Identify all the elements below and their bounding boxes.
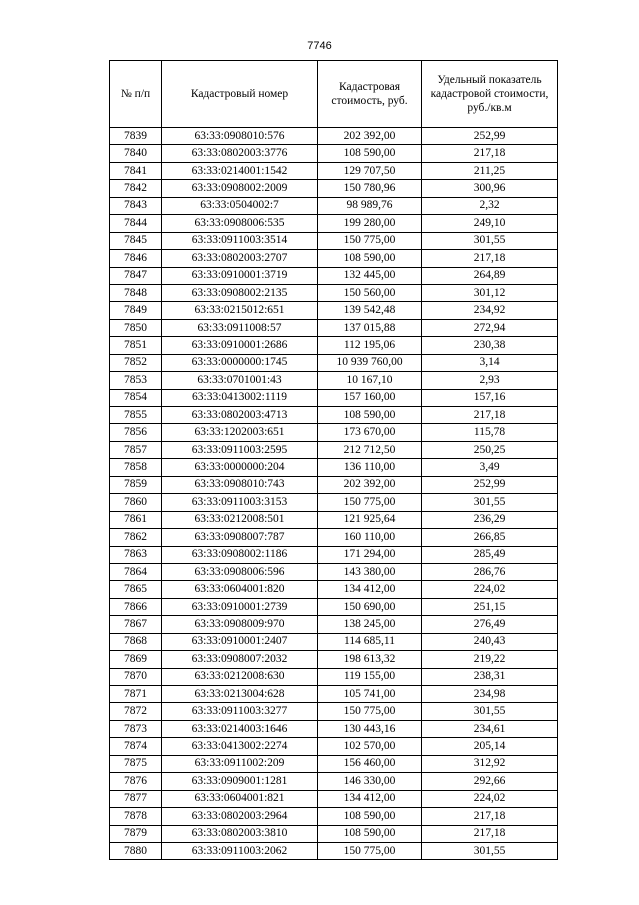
cell-cadastral-cost: 112 195,06 bbox=[318, 337, 422, 354]
cell-cadastral-number: 63:33:0214001:1542 bbox=[162, 162, 318, 179]
table-row bbox=[110, 145, 558, 162]
cell-cadastral-cost: 139 542,48 bbox=[318, 302, 422, 319]
cell-cadastral-cost: 137 015,88 bbox=[318, 319, 422, 336]
cell-cadastral-number: 63:33:0701001:43 bbox=[162, 372, 318, 389]
table-row bbox=[110, 407, 558, 424]
cell-cadastral-number: 63:33:0000000:204 bbox=[162, 459, 318, 476]
cell-cadastral-number: 63:33:0000000:1745 bbox=[162, 354, 318, 371]
cell-num: 7852 bbox=[110, 354, 162, 371]
cell-num: 7873 bbox=[110, 720, 162, 737]
table-row bbox=[110, 773, 558, 790]
cell-cadastral-number: 63:33:0413002:1119 bbox=[162, 389, 318, 406]
cell-num: 7846 bbox=[110, 250, 162, 267]
cell-specific-indicator: 3,49 bbox=[422, 459, 558, 476]
table-row bbox=[110, 738, 558, 755]
cell-specific-indicator: 217,18 bbox=[422, 808, 558, 825]
cell-num: 7853 bbox=[110, 372, 162, 389]
table-row bbox=[110, 790, 558, 807]
cell-specific-indicator: 217,18 bbox=[422, 250, 558, 267]
cell-cadastral-cost: 202 392,00 bbox=[318, 476, 422, 493]
cell-specific-indicator: 224,02 bbox=[422, 581, 558, 598]
cell-specific-indicator: 301,55 bbox=[422, 494, 558, 511]
cell-cadastral-cost: 108 590,00 bbox=[318, 808, 422, 825]
cell-num: 7877 bbox=[110, 790, 162, 807]
cell-cadastral-number: 63:33:0910001:3719 bbox=[162, 267, 318, 284]
table-header-row bbox=[110, 61, 558, 128]
cell-cadastral-cost: 202 392,00 bbox=[318, 128, 422, 145]
table-row bbox=[110, 389, 558, 406]
cell-cadastral-cost: 134 412,00 bbox=[318, 790, 422, 807]
cell-num: 7865 bbox=[110, 581, 162, 598]
cell-cadastral-cost: 157 160,00 bbox=[318, 389, 422, 406]
cell-num: 7868 bbox=[110, 633, 162, 650]
cell-cadastral-number: 63:33:0908002:2009 bbox=[162, 180, 318, 197]
cell-cadastral-number: 63:33:0604001:821 bbox=[162, 790, 318, 807]
table-row bbox=[110, 633, 558, 650]
cell-cadastral-number: 63:33:0213004:628 bbox=[162, 686, 318, 703]
table-row bbox=[110, 616, 558, 633]
cell-cadastral-cost: 150 775,00 bbox=[318, 232, 422, 249]
cell-num: 7869 bbox=[110, 651, 162, 668]
cell-cadastral-cost: 136 110,00 bbox=[318, 459, 422, 476]
table-row bbox=[110, 372, 558, 389]
cell-specific-indicator: 301,55 bbox=[422, 703, 558, 720]
cell-cadastral-cost: 143 380,00 bbox=[318, 563, 422, 580]
cell-cadastral-cost: 119 155,00 bbox=[318, 668, 422, 685]
cell-num: 7879 bbox=[110, 825, 162, 842]
cell-num: 7867 bbox=[110, 616, 162, 633]
cell-cadastral-cost: 108 590,00 bbox=[318, 145, 422, 162]
cell-specific-indicator: 252,99 bbox=[422, 476, 558, 493]
cell-num: 7841 bbox=[110, 162, 162, 179]
cell-num: 7861 bbox=[110, 511, 162, 528]
cell-specific-indicator: 230,38 bbox=[422, 337, 558, 354]
cell-num: 7870 bbox=[110, 668, 162, 685]
header-specific-indicator: Удельный показатель кадастровой стоимости, руб./кв.м bbox=[422, 61, 558, 128]
cell-specific-indicator: 224,02 bbox=[422, 790, 558, 807]
cell-cadastral-number: 63:33:0212008:501 bbox=[162, 511, 318, 528]
table-row bbox=[110, 581, 558, 598]
cell-cadastral-cost: 134 412,00 bbox=[318, 581, 422, 598]
cell-num: 7843 bbox=[110, 197, 162, 214]
cell-num: 7858 bbox=[110, 459, 162, 476]
table-row bbox=[110, 354, 558, 371]
table-row bbox=[110, 755, 558, 772]
table-row bbox=[110, 459, 558, 476]
table-row bbox=[110, 546, 558, 563]
cell-cadastral-number: 63:33:0911003:2062 bbox=[162, 842, 318, 859]
cell-specific-indicator: 301,55 bbox=[422, 842, 558, 859]
cell-cadastral-number: 63:33:0802003:2707 bbox=[162, 250, 318, 267]
cell-cadastral-number: 63:33:0909001:1281 bbox=[162, 773, 318, 790]
table-row bbox=[110, 842, 558, 859]
table-row bbox=[110, 703, 558, 720]
table-row bbox=[110, 441, 558, 458]
cell-cadastral-number: 63:33:0908009:970 bbox=[162, 616, 318, 633]
cell-cadastral-number: 63:33:0214003:1646 bbox=[162, 720, 318, 737]
cell-cadastral-number: 63:33:0910001:2686 bbox=[162, 337, 318, 354]
cell-cadastral-cost: 108 590,00 bbox=[318, 825, 422, 842]
cell-num: 7848 bbox=[110, 284, 162, 301]
cadastral-table bbox=[109, 60, 558, 860]
header-num: № п/п bbox=[110, 61, 162, 128]
cell-num: 7851 bbox=[110, 337, 162, 354]
cell-cadastral-number: 63:33:0908002:1186 bbox=[162, 546, 318, 563]
cell-specific-indicator: 285,49 bbox=[422, 546, 558, 563]
cell-num: 7849 bbox=[110, 302, 162, 319]
table-row bbox=[110, 563, 558, 580]
cell-num: 7855 bbox=[110, 407, 162, 424]
cell-specific-indicator: 238,31 bbox=[422, 668, 558, 685]
table-row bbox=[110, 284, 558, 301]
table-body bbox=[110, 128, 558, 860]
cell-num: 7862 bbox=[110, 529, 162, 546]
cell-cadastral-cost: 150 775,00 bbox=[318, 842, 422, 859]
cell-num: 7845 bbox=[110, 232, 162, 249]
cell-num: 7856 bbox=[110, 424, 162, 441]
cell-specific-indicator: 266,85 bbox=[422, 529, 558, 546]
cell-num: 7863 bbox=[110, 546, 162, 563]
cell-specific-indicator: 2,93 bbox=[422, 372, 558, 389]
cell-num: 7871 bbox=[110, 686, 162, 703]
cell-cadastral-cost: 150 780,96 bbox=[318, 180, 422, 197]
cell-cadastral-number: 63:33:0908006:535 bbox=[162, 215, 318, 232]
cell-cadastral-cost: 10 939 760,00 bbox=[318, 354, 422, 371]
cell-cadastral-cost: 102 570,00 bbox=[318, 738, 422, 755]
cell-specific-indicator: 300,96 bbox=[422, 180, 558, 197]
cell-specific-indicator: 312,92 bbox=[422, 755, 558, 772]
cell-cadastral-cost: 129 707,50 bbox=[318, 162, 422, 179]
page-number: 7746 bbox=[307, 40, 332, 52]
cell-cadastral-cost: 138 245,00 bbox=[318, 616, 422, 633]
cell-specific-indicator: 115,78 bbox=[422, 424, 558, 441]
cell-cadastral-number: 63:33:0604001:820 bbox=[162, 581, 318, 598]
cell-specific-indicator: 3,14 bbox=[422, 354, 558, 371]
cell-specific-indicator: 240,43 bbox=[422, 633, 558, 650]
table-row bbox=[110, 337, 558, 354]
header-cadastral-cost: Кадастровая стоимость, руб. bbox=[318, 61, 422, 128]
cell-num: 7839 bbox=[110, 128, 162, 145]
cell-num: 7864 bbox=[110, 563, 162, 580]
cell-cadastral-number: 63:33:0908010:576 bbox=[162, 128, 318, 145]
cell-cadastral-cost: 121 925,64 bbox=[318, 511, 422, 528]
cell-num: 7874 bbox=[110, 738, 162, 755]
cell-specific-indicator: 286,76 bbox=[422, 563, 558, 580]
cell-cadastral-cost: 150 690,00 bbox=[318, 598, 422, 615]
cell-specific-indicator: 272,94 bbox=[422, 319, 558, 336]
cell-cadastral-cost: 150 775,00 bbox=[318, 703, 422, 720]
cell-cadastral-cost: 198 613,32 bbox=[318, 651, 422, 668]
cell-cadastral-number: 63:33:0413002:2274 bbox=[162, 738, 318, 755]
table-row bbox=[110, 267, 558, 284]
cell-cadastral-number: 63:33:0802003:4713 bbox=[162, 407, 318, 424]
cell-num: 7847 bbox=[110, 267, 162, 284]
cell-cadastral-number: 63:33:0911002:209 bbox=[162, 755, 318, 772]
table-row bbox=[110, 494, 558, 511]
table-row bbox=[110, 720, 558, 737]
cell-cadastral-number: 63:33:0910001:2407 bbox=[162, 633, 318, 650]
cell-cadastral-cost: 199 280,00 bbox=[318, 215, 422, 232]
cell-specific-indicator: 264,89 bbox=[422, 267, 558, 284]
cell-cadastral-number: 63:33:0802003:3810 bbox=[162, 825, 318, 842]
cell-cadastral-number: 63:33:0911003:2595 bbox=[162, 441, 318, 458]
cell-num: 7872 bbox=[110, 703, 162, 720]
cell-specific-indicator: 234,98 bbox=[422, 686, 558, 703]
cell-specific-indicator: 234,61 bbox=[422, 720, 558, 737]
cell-cadastral-cost: 98 989,76 bbox=[318, 197, 422, 214]
cell-cadastral-number: 63:33:1202003:651 bbox=[162, 424, 318, 441]
cell-specific-indicator: 301,12 bbox=[422, 284, 558, 301]
cell-cadastral-number: 63:33:0911003:3153 bbox=[162, 494, 318, 511]
cell-specific-indicator: 236,29 bbox=[422, 511, 558, 528]
cell-cadastral-cost: 105 741,00 bbox=[318, 686, 422, 703]
cell-specific-indicator: 217,18 bbox=[422, 825, 558, 842]
cell-specific-indicator: 250,25 bbox=[422, 441, 558, 458]
cell-cadastral-cost: 114 685,11 bbox=[318, 633, 422, 650]
cell-cadastral-cost: 108 590,00 bbox=[318, 407, 422, 424]
cell-cadastral-cost: 130 443,16 bbox=[318, 720, 422, 737]
table-row bbox=[110, 668, 558, 685]
cell-num: 7842 bbox=[110, 180, 162, 197]
header-cadastral-number: Кадастровый номер bbox=[162, 61, 318, 128]
cell-cadastral-cost: 150 775,00 bbox=[318, 494, 422, 511]
table-row bbox=[110, 651, 558, 668]
cell-specific-indicator: 219,22 bbox=[422, 651, 558, 668]
table-row bbox=[110, 686, 558, 703]
cell-num: 7880 bbox=[110, 842, 162, 859]
cell-specific-indicator: 251,15 bbox=[422, 598, 558, 615]
cell-num: 7854 bbox=[110, 389, 162, 406]
cell-cadastral-number: 63:33:0215012:651 bbox=[162, 302, 318, 319]
table-row bbox=[110, 319, 558, 336]
cell-num: 7850 bbox=[110, 319, 162, 336]
cell-cadastral-number: 63:33:0911003:3277 bbox=[162, 703, 318, 720]
cell-cadastral-number: 63:33:0802003:2964 bbox=[162, 808, 318, 825]
cell-cadastral-cost: 173 670,00 bbox=[318, 424, 422, 441]
cell-specific-indicator: 2,32 bbox=[422, 197, 558, 214]
cell-num: 7875 bbox=[110, 755, 162, 772]
table-row bbox=[110, 808, 558, 825]
cell-specific-indicator: 234,92 bbox=[422, 302, 558, 319]
cell-num: 7878 bbox=[110, 808, 162, 825]
cell-specific-indicator: 217,18 bbox=[422, 407, 558, 424]
cell-cadastral-number: 63:33:0908007:787 bbox=[162, 529, 318, 546]
table-row bbox=[110, 825, 558, 842]
cell-cadastral-cost: 150 560,00 bbox=[318, 284, 422, 301]
cell-cadastral-cost: 132 445,00 bbox=[318, 267, 422, 284]
table-row bbox=[110, 180, 558, 197]
cell-num: 7876 bbox=[110, 773, 162, 790]
cell-specific-indicator: 211,25 bbox=[422, 162, 558, 179]
cell-cadastral-number: 63:33:0908006:596 bbox=[162, 563, 318, 580]
cell-num: 7859 bbox=[110, 476, 162, 493]
cell-cadastral-cost: 156 460,00 bbox=[318, 755, 422, 772]
cell-cadastral-number: 63:33:0911008:57 bbox=[162, 319, 318, 336]
table-row bbox=[110, 162, 558, 179]
cell-cadastral-cost: 160 110,00 bbox=[318, 529, 422, 546]
table-row bbox=[110, 529, 558, 546]
cell-specific-indicator: 252,99 bbox=[422, 128, 558, 145]
cell-cadastral-number: 63:33:0504002:7 bbox=[162, 197, 318, 214]
cell-specific-indicator: 292,66 bbox=[422, 773, 558, 790]
cell-cadastral-number: 63:33:0911003:3514 bbox=[162, 232, 318, 249]
cell-cadastral-cost: 171 294,00 bbox=[318, 546, 422, 563]
cell-num: 7840 bbox=[110, 145, 162, 162]
table-row bbox=[110, 511, 558, 528]
table-row bbox=[110, 128, 558, 145]
table-row bbox=[110, 424, 558, 441]
cell-cadastral-cost: 146 330,00 bbox=[318, 773, 422, 790]
table-row bbox=[110, 476, 558, 493]
cell-cadastral-cost: 108 590,00 bbox=[318, 250, 422, 267]
table-row bbox=[110, 302, 558, 319]
cell-specific-indicator: 205,14 bbox=[422, 738, 558, 755]
table-row bbox=[110, 598, 558, 615]
cell-specific-indicator: 301,55 bbox=[422, 232, 558, 249]
cell-cadastral-number: 63:33:0908010:743 bbox=[162, 476, 318, 493]
cell-cadastral-number: 63:33:0908002:2135 bbox=[162, 284, 318, 301]
cell-cadastral-number: 63:33:0910001:2739 bbox=[162, 598, 318, 615]
cell-specific-indicator: 157,16 bbox=[422, 389, 558, 406]
cell-cadastral-number: 63:33:0212008:630 bbox=[162, 668, 318, 685]
cell-cadastral-cost: 212 712,50 bbox=[318, 441, 422, 458]
cell-num: 7857 bbox=[110, 441, 162, 458]
table-row bbox=[110, 250, 558, 267]
cell-cadastral-cost: 10 167,10 bbox=[318, 372, 422, 389]
table-row bbox=[110, 197, 558, 214]
cell-specific-indicator: 217,18 bbox=[422, 145, 558, 162]
cell-cadastral-number: 63:33:0908007:2032 bbox=[162, 651, 318, 668]
cell-num: 7866 bbox=[110, 598, 162, 615]
cell-cadastral-number: 63:33:0802003:3776 bbox=[162, 145, 318, 162]
table-row bbox=[110, 215, 558, 232]
cell-num: 7844 bbox=[110, 215, 162, 232]
cell-specific-indicator: 276,49 bbox=[422, 616, 558, 633]
table-row bbox=[110, 232, 558, 249]
cell-num: 7860 bbox=[110, 494, 162, 511]
cell-specific-indicator: 249,10 bbox=[422, 215, 558, 232]
